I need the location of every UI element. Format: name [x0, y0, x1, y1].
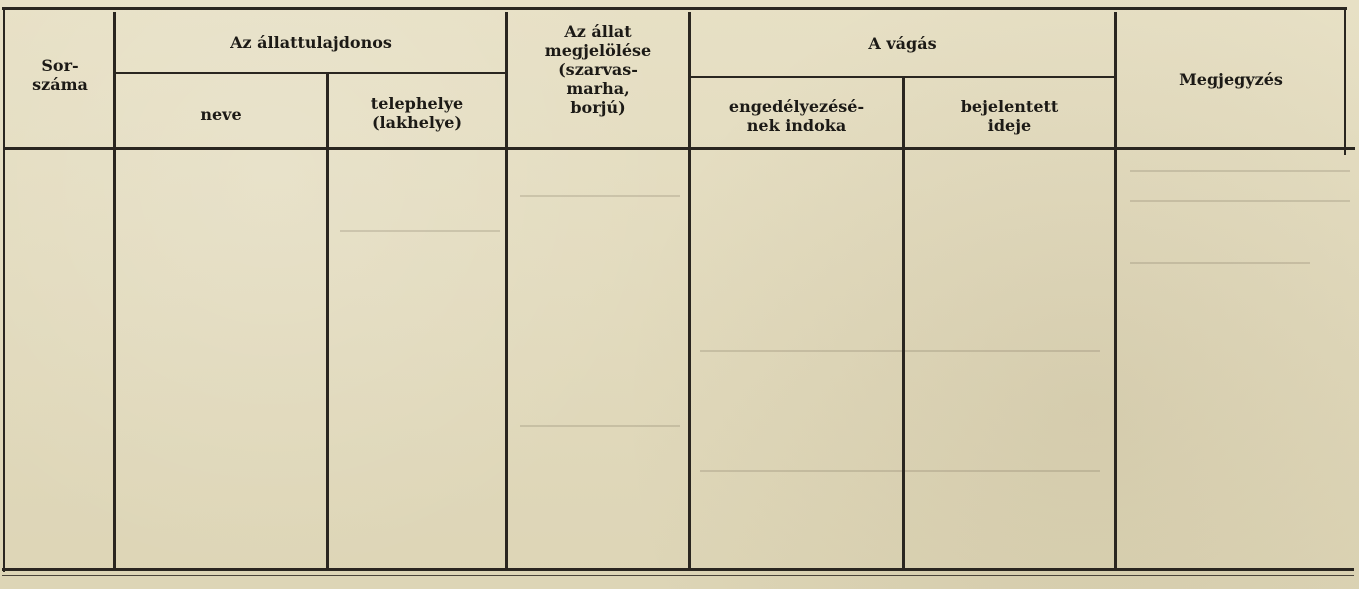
header-allat-megjelolese: Az állat megjelölése (szarvas- marha, borjú) — [544, 22, 652, 117]
header-megjegyzes: Megjegyzés — [1179, 70, 1283, 89]
table-top-border — [2, 7, 1347, 10]
header-telephelye: telephelye (lakhelye) — [370, 94, 464, 132]
header-neve: neve — [200, 105, 242, 124]
group-rule-a-vagas — [690, 76, 1115, 78]
table-body-empty — [5, 150, 1345, 568]
header-allattulajdonos: Az állattulajdonos — [230, 33, 392, 52]
table-bottom-border — [2, 568, 1354, 571]
header-sorszama: Sor- száma — [32, 56, 88, 94]
header-engedelyezesenek-indoka: engedélyezésé- nek indoka — [728, 97, 865, 135]
header-a-vagas: A vágás — [868, 34, 937, 53]
group-rule-allattulajdonos — [115, 72, 506, 74]
header-bejelentett-ideje: bejelentett ideje — [960, 97, 1059, 135]
table-bottom-border-thin — [2, 575, 1354, 576]
